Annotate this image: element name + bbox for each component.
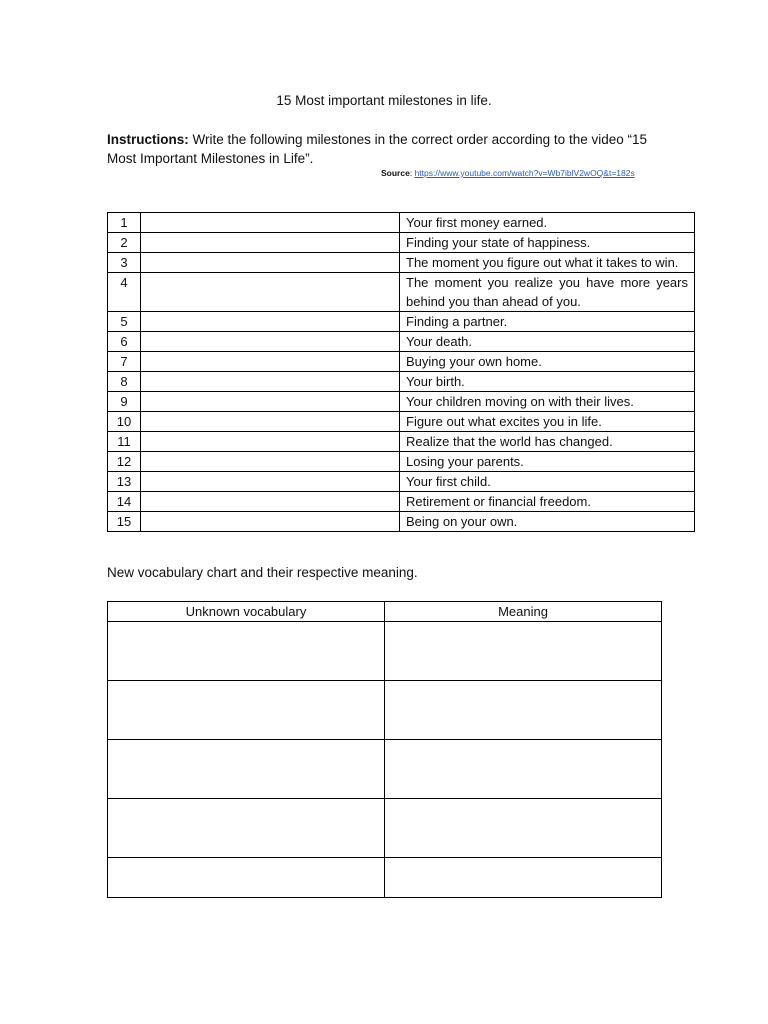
milestones-table (107, 212, 695, 532)
milestone-answer-cell[interactable] (141, 432, 400, 452)
milestone-row (108, 412, 695, 432)
milestone-answer-cell[interactable] (141, 352, 400, 372)
vocab-word-cell[interactable] (108, 740, 385, 799)
milestone-text: The moment you figure out what it takes to win. (400, 253, 695, 273)
milestone-answer-cell[interactable] (141, 372, 400, 392)
vocab-intro: New vocabulary chart and their respective meaning. (107, 565, 418, 580)
milestone-answer-cell[interactable] (141, 253, 400, 273)
milestone-row (108, 392, 695, 412)
instructions-text: Write the following milestones in the correct order according to the video “15 Most Important Milestones in Life”. (107, 132, 647, 166)
vocab-header-row (108, 602, 662, 622)
vocab-word-cell[interactable] (108, 799, 385, 858)
vocab-meaning-cell[interactable] (385, 740, 662, 799)
milestone-text: Realize that the world has changed. (400, 432, 695, 452)
milestone-text: Your death. (400, 332, 695, 352)
milestone-row (108, 213, 695, 233)
milestone-number: 7 (108, 352, 141, 372)
milestone-row (108, 233, 695, 253)
milestone-number: 12 (108, 452, 141, 472)
milestone-answer-cell[interactable] (141, 213, 400, 233)
vocab-row (108, 622, 662, 681)
milestone-answer-cell[interactable] (141, 392, 400, 412)
milestone-row (108, 253, 695, 273)
milestone-answer-cell[interactable] (141, 452, 400, 472)
milestone-row (108, 492, 695, 512)
milestone-row (108, 312, 695, 332)
milestone-row (108, 372, 695, 392)
vocab-row (108, 799, 662, 858)
milestone-number: 10 (108, 412, 141, 432)
milestone-answer-cell[interactable] (141, 472, 400, 492)
milestone-row (108, 273, 695, 312)
milestone-number: 11 (108, 432, 141, 452)
milestone-answer-cell[interactable] (141, 332, 400, 352)
vocab-row (108, 740, 662, 799)
milestone-text: Your first child. (400, 472, 695, 492)
vocab-meaning-cell[interactable] (385, 799, 662, 858)
milestone-number: 15 (108, 512, 141, 532)
milestone-answer-cell[interactable] (141, 492, 400, 512)
milestone-text: Losing your parents. (400, 452, 695, 472)
vocab-meaning-cell[interactable] (385, 622, 662, 681)
milestone-number: 4 (108, 273, 141, 312)
vocab-row (108, 681, 662, 740)
milestone-row (108, 352, 695, 372)
milestone-answer-cell[interactable] (141, 512, 400, 532)
milestone-text: Retirement or financial freedom. (400, 492, 695, 512)
vocab-word-cell[interactable] (108, 858, 385, 898)
milestone-answer-cell[interactable] (141, 273, 400, 312)
milestone-number: 5 (108, 312, 141, 332)
vocab-row (108, 858, 662, 898)
instructions-label: Instructions: (107, 132, 189, 147)
milestone-text: The moment you realize you have more years behind you than ahead of you. (400, 273, 695, 312)
milestone-text: Buying your own home. (400, 352, 695, 372)
vocab-meaning-cell[interactable] (385, 681, 662, 740)
milestone-answer-cell[interactable] (141, 312, 400, 332)
milestone-row (108, 472, 695, 492)
milestone-text: Finding your state of happiness. (400, 233, 695, 253)
milestone-answer-cell[interactable] (141, 412, 400, 432)
vocab-meaning-cell[interactable] (385, 858, 662, 898)
milestone-text: Your first money earned. (400, 213, 695, 233)
milestone-number: 9 (108, 392, 141, 412)
source-line: Source: https://www.youtube.com/watch?v=Wb7iblV2wOQ&t=182s (381, 168, 635, 178)
milestone-text: Your birth. (400, 372, 695, 392)
vocab-header-meaning: Meaning (385, 602, 662, 622)
source-label: Source (381, 168, 410, 178)
page-title: 15 Most important milestones in life. (276, 93, 492, 108)
milestone-row (108, 512, 695, 532)
milestone-text: Figure out what excites you in life. (400, 412, 695, 432)
milestone-text: Your children moving on with their lives. (400, 392, 695, 412)
milestone-number: 13 (108, 472, 141, 492)
milestone-text: Being on your own. (400, 512, 695, 532)
milestone-number: 6 (108, 332, 141, 352)
vocab-word-cell[interactable] (108, 681, 385, 740)
milestone-row (108, 332, 695, 352)
milestone-number: 8 (108, 372, 141, 392)
milestone-number: 3 (108, 253, 141, 273)
milestone-number: 2 (108, 233, 141, 253)
milestone-number: 1 (108, 213, 141, 233)
source-link[interactable]: https://www.youtube.com/watch?v=Wb7iblV2wOQ&t=182s (414, 168, 635, 178)
instructions (107, 130, 677, 168)
milestone-text: Finding a partner. (400, 312, 695, 332)
vocab-word-cell[interactable] (108, 622, 385, 681)
vocab-table (107, 601, 662, 898)
milestone-row (108, 452, 695, 472)
milestone-row (108, 432, 695, 452)
vocab-header-unknown: Unknown vocabulary (108, 602, 385, 622)
milestone-number: 14 (108, 492, 141, 512)
milestone-answer-cell[interactable] (141, 233, 400, 253)
